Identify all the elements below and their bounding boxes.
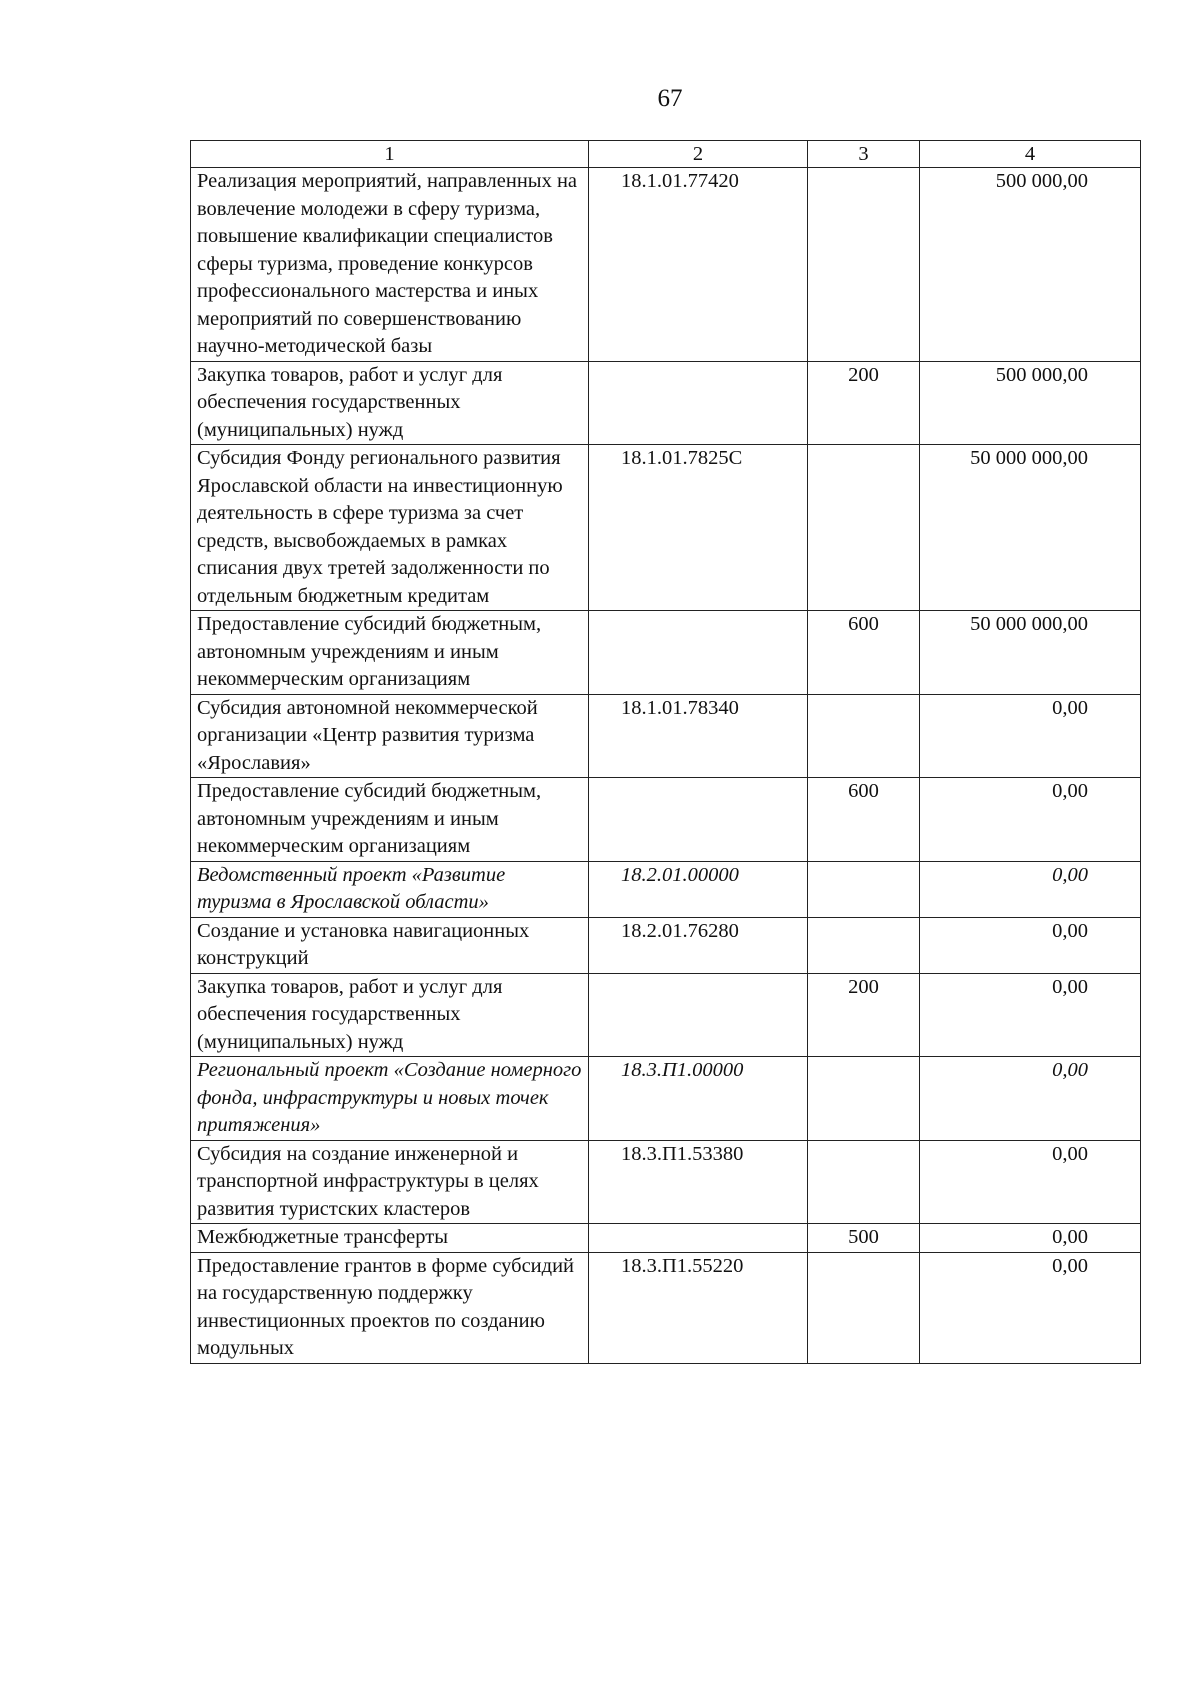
row-code xyxy=(589,973,808,1057)
row-name: Закупка товаров, работ и услуг для обеспечения государственных (муниципальных) нужд xyxy=(191,361,589,445)
table-row xyxy=(191,694,1141,778)
row-kind xyxy=(808,917,920,973)
row-amount: 500 000,00 xyxy=(920,361,1141,445)
row-kind: 200 xyxy=(808,973,920,1057)
row-name: Закупка товаров, работ и услуг для обеспечения государственных (муниципальных) нужд xyxy=(191,973,589,1057)
row-amount: 0,00 xyxy=(920,1252,1141,1363)
row-code: 18.2.01.76280 xyxy=(589,917,808,973)
row-kind xyxy=(808,1140,920,1224)
row-code: 18.3.П1.55220 xyxy=(589,1252,808,1363)
table-row xyxy=(191,917,1141,973)
row-name: Предоставление субсидий бюджетным, автономным учреждениям и иным некоммерческим организациям xyxy=(191,611,589,695)
row-name: Ведомственный проект «Развитие туризма в Ярославской области» xyxy=(191,861,589,917)
table-row xyxy=(191,1140,1141,1224)
row-amount: 0,00 xyxy=(920,1140,1141,1224)
table-row xyxy=(191,445,1141,611)
budget-table xyxy=(190,140,1141,1364)
row-code xyxy=(589,778,808,862)
row-amount: 50 000 000,00 xyxy=(920,611,1141,695)
row-kind: 600 xyxy=(808,778,920,862)
row-name: Предоставление субсидий бюджетным, автономным учреждениям и иным некоммерческим организациям xyxy=(191,778,589,862)
row-name: Субсидия на создание инженерной и транспортной инфраструктуры в целях развития туристских кластеров xyxy=(191,1140,589,1224)
row-code xyxy=(589,361,808,445)
table-row xyxy=(191,361,1141,445)
row-code: 18.1.01.78340 xyxy=(589,694,808,778)
table-row xyxy=(191,778,1141,862)
row-amount: 0,00 xyxy=(920,973,1141,1057)
row-code xyxy=(589,1224,808,1253)
row-kind xyxy=(808,1252,920,1363)
table-body xyxy=(191,168,1141,1364)
row-kind xyxy=(808,1057,920,1141)
column-header-3: 3 xyxy=(808,141,920,168)
row-code: 18.2.01.00000 xyxy=(589,861,808,917)
row-amount: 0,00 xyxy=(920,778,1141,862)
table-row xyxy=(191,611,1141,695)
row-name: Субсидия Фонду регионального развития Ярославской области на инвестиционную деятельность в сфере туризма за счет средств, высвобождаемых в рамках списания двух третей задолженности по отдельным бюджетным кредитам xyxy=(191,445,589,611)
row-amount: 0,00 xyxy=(920,917,1141,973)
header-row xyxy=(191,141,1141,168)
row-name: Субсидия автономной некоммерческой организации «Центр развития туризма «Ярославия» xyxy=(191,694,589,778)
row-kind: 200 xyxy=(808,361,920,445)
row-amount: 50 000 000,00 xyxy=(920,445,1141,611)
table-row-project xyxy=(191,1057,1141,1141)
row-kind xyxy=(808,694,920,778)
row-amount: 0,00 xyxy=(920,694,1141,778)
row-kind xyxy=(808,168,920,362)
table-row xyxy=(191,1252,1141,1363)
column-header-4: 4 xyxy=(920,141,1141,168)
row-amount: 500 000,00 xyxy=(920,168,1141,362)
row-kind xyxy=(808,445,920,611)
row-kind: 500 xyxy=(808,1224,920,1253)
row-code: 18.3.П1.00000 xyxy=(589,1057,808,1141)
column-header-1: 1 xyxy=(191,141,589,168)
row-code: 18.1.01.7825С xyxy=(589,445,808,611)
row-name: Межбюджетные трансферты xyxy=(191,1224,589,1253)
row-name: Реализация мероприятий, направленных на вовлечение молодежи в сферу туризма, повышение квалификации специалистов сферы туризма, проведение конкурсов профессионального мастерства и иных мероприятий по совершенствованию научно-методической базы xyxy=(191,168,589,362)
row-amount: 0,00 xyxy=(920,1224,1141,1253)
table-row xyxy=(191,168,1141,362)
row-kind: 600 xyxy=(808,611,920,695)
table-header xyxy=(191,141,1141,168)
row-code: 18.3.П1.53380 xyxy=(589,1140,808,1224)
row-kind xyxy=(808,861,920,917)
row-code: 18.1.01.77420 xyxy=(589,168,808,362)
row-amount: 0,00 xyxy=(920,1057,1141,1141)
page-number: 67 xyxy=(657,85,683,112)
table-row xyxy=(191,1224,1141,1253)
row-name: Региональный проект «Создание номерного фонда, инфраструктуры и новых точек притяжения» xyxy=(191,1057,589,1141)
table-row xyxy=(191,973,1141,1057)
row-code xyxy=(589,611,808,695)
row-name: Предоставление грантов в форме субсидий на государственную поддержку инвестиционных проектов по созданию модульных xyxy=(191,1252,589,1363)
column-header-2: 2 xyxy=(589,141,808,168)
table-row-project xyxy=(191,861,1141,917)
row-amount: 0,00 xyxy=(920,861,1141,917)
row-name: Создание и установка навигационных конструкций xyxy=(191,917,589,973)
